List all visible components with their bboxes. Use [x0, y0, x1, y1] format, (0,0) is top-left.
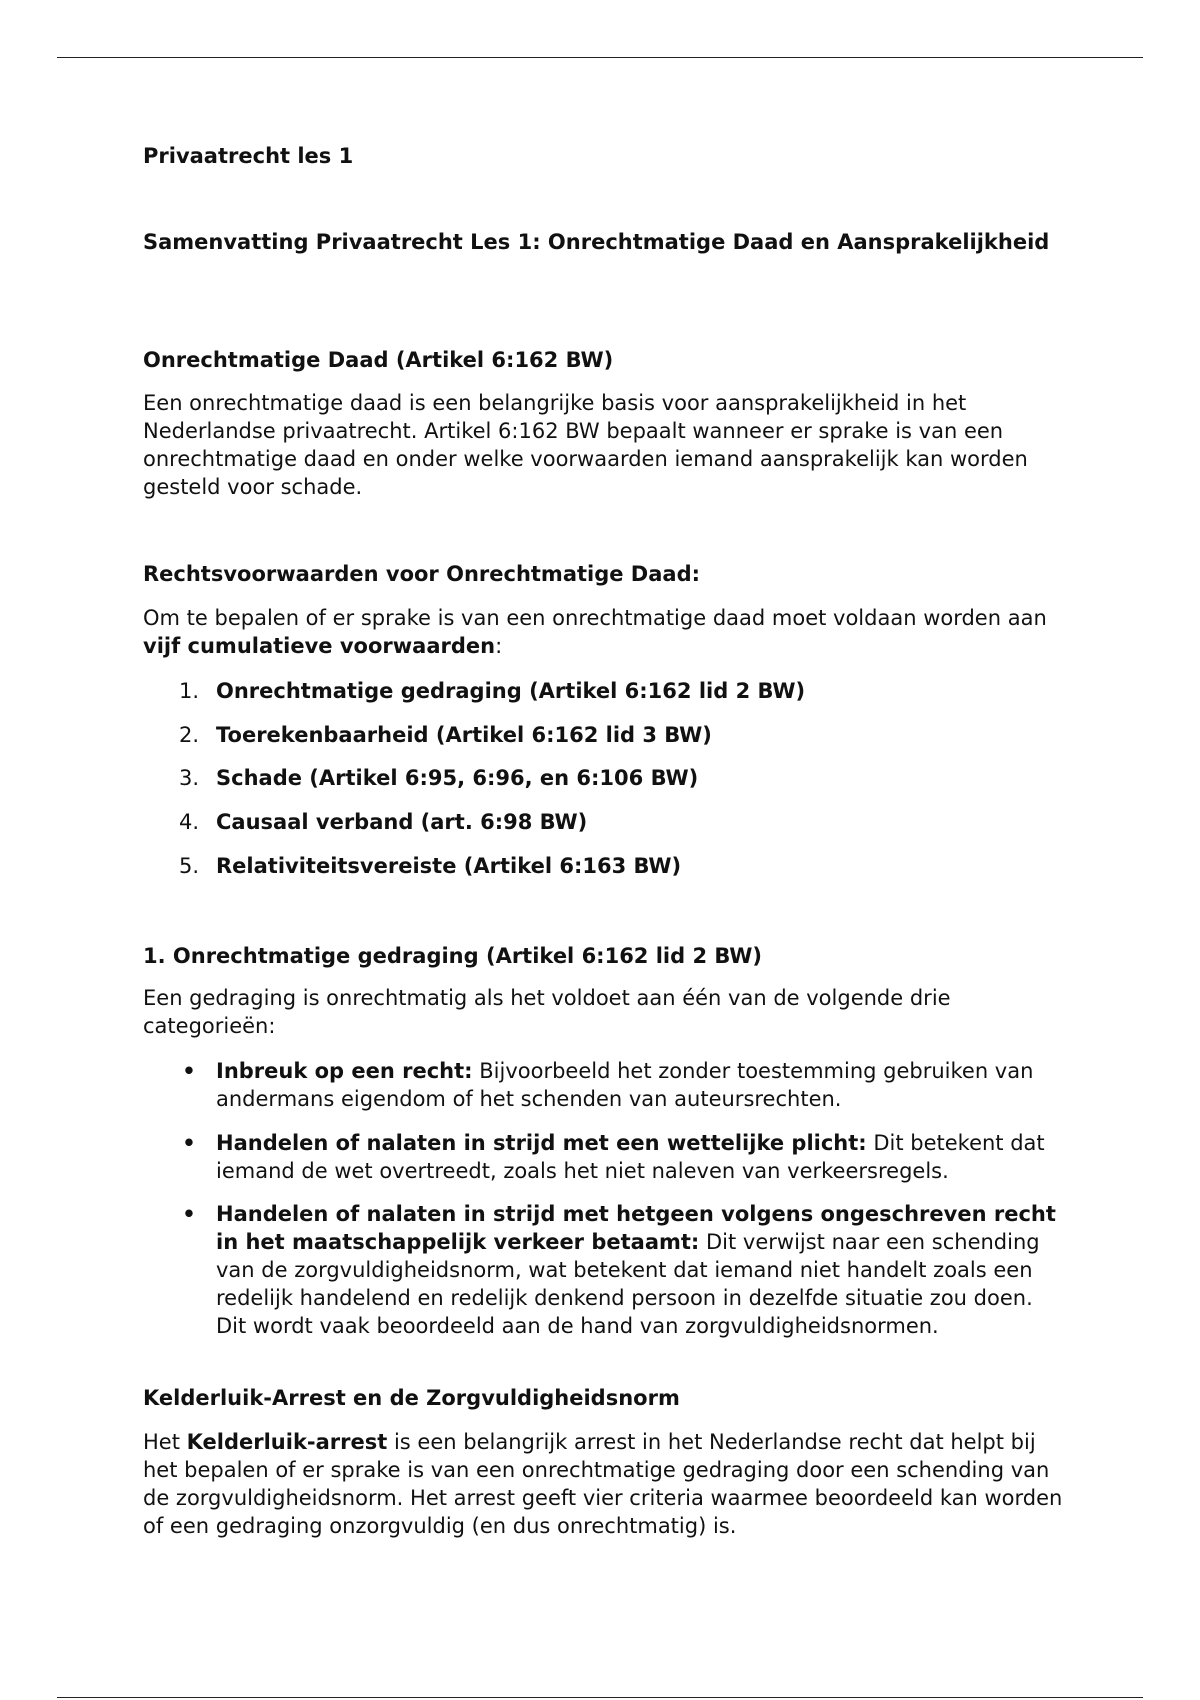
- section-body-onrechtmatige-daad: Een onrechtmatige daad is een belangrijke basis voor aansprakelijkheid in het Nederlandse privaatrecht. Artikel 6:162 BW bepaalt wanneer er sprake is van een onrechtmatige daad en onder welke voorwaarden iemand aansprakelijk kan worden gesteld voor schade.: [143, 391, 1028, 499]
- bullet-text: [216, 1200, 1063, 1340]
- summary-title: Samenvatting Privaatrecht Les 1: Onrechtmatige Daad en Aansprakelijkheid: [143, 230, 1050, 254]
- list-number: 4.: [179, 810, 200, 834]
- list-number: 5.: [179, 854, 200, 878]
- list-number: 1.: [179, 679, 200, 703]
- kelderluik-text-pre: Het: [143, 1430, 187, 1454]
- kelderluik-bold: Kelderluik-arrest: [186, 1430, 388, 1454]
- list-item-text: Causaal verband (art. 6:98 BW): [216, 810, 588, 834]
- top-rule: [57, 57, 1143, 58]
- section-intro-rechtsvoorwaarden: [143, 604, 1063, 660]
- list-item-text: Relativiteitsvereiste (Artikel 6:163 BW): [216, 854, 682, 878]
- bullet-body: Dit betekent dat iemand de wet overtreedt, zoals het niet naleven van verkeersregels.: [216, 1131, 1045, 1183]
- section-heading-onrechtmatige-gedraging: 1. Onrechtmatige gedraging (Artikel 6:162 lid 2 BW): [143, 944, 763, 968]
- list-item-text: Onrechtmatige gedraging (Artikel 6:162 lid 2 BW): [216, 679, 806, 703]
- bullet-text: [216, 1129, 1063, 1185]
- section-heading-kelderluik: Kelderluik-Arrest en de Zorgvuldigheidsnorm: [143, 1386, 680, 1410]
- list-number: 3.: [179, 766, 200, 790]
- intro-text: Om te bepalen of er sprake is van een onrechtmatige daad moet voldaan worden aan: [143, 606, 1047, 630]
- bullet-text: [216, 1057, 1063, 1113]
- document-title: Privaatrecht les 1: [143, 144, 354, 168]
- bullet-marker: •: [182, 1059, 196, 1083]
- section-body-kelderluik: [143, 1428, 1063, 1540]
- section-body-onrechtmatige-gedraging: Een gedraging is onrechtmatig als het voldoet aan één van de volgende drie categorieën:: [143, 986, 951, 1038]
- bullet-body: Bijvoorbeeld het zonder toestemming gebruiken van andermans eigendom of het schenden van auteursrechten.: [216, 1059, 1034, 1111]
- list-item-text: Toerekenbaarheid (Artikel 6:162 lid 3 BW): [216, 723, 712, 747]
- bottom-rule: [57, 1697, 1143, 1698]
- bullet-marker: •: [182, 1202, 196, 1226]
- bullet-marker: •: [182, 1131, 196, 1155]
- intro-bold-text: vijf cumulatieve voorwaarden: [143, 634, 496, 658]
- section-heading-onrechtmatige-daad: Onrechtmatige Daad (Artikel 6:162 BW): [143, 348, 614, 372]
- list-number: 2.: [179, 723, 200, 747]
- bullet-bold-lead: Inbreuk op een recht:: [216, 1059, 473, 1083]
- bullet-bold-lead: Handelen of nalaten in strijd met een wettelijke plicht:: [216, 1131, 867, 1155]
- list-item-text: Schade (Artikel 6:95, 6:96, en 6:106 BW): [216, 766, 699, 790]
- section-heading-rechtsvoorwaarden: Rechtsvoorwaarden voor Onrechtmatige Daad:: [143, 562, 701, 586]
- bullet-body: Dit verwijst naar een schending van de zorgvuldigheidsnorm, wat betekent dat iemand niet handelt zoals een redelijk handelend en redelijk denkend persoon in dezelfde situatie zou doen. Dit wordt vaak beoordeeld aan de hand van zorgvuldigheidsnormen.: [216, 1230, 1040, 1338]
- intro-punctuation: :: [495, 634, 503, 658]
- kelderluik-text-post: is een belangrijk arrest in het Nederlandse recht dat helpt bij het bepalen of er sprake is van een onrechtmatige gedraging door een schending van de zorgvuldigheidsnorm. Het arrest geeft vier criteria waarmee beoordeeld kan worden of een gedraging onzorgvuldig (en dus onrechtmatig) is.: [143, 1430, 1063, 1538]
- bullet-bold-lead: Handelen of nalaten in strijd met hetgeen volgens ongeschreven recht in het maatschappelijk verkeer betaamt:: [216, 1202, 1056, 1254]
